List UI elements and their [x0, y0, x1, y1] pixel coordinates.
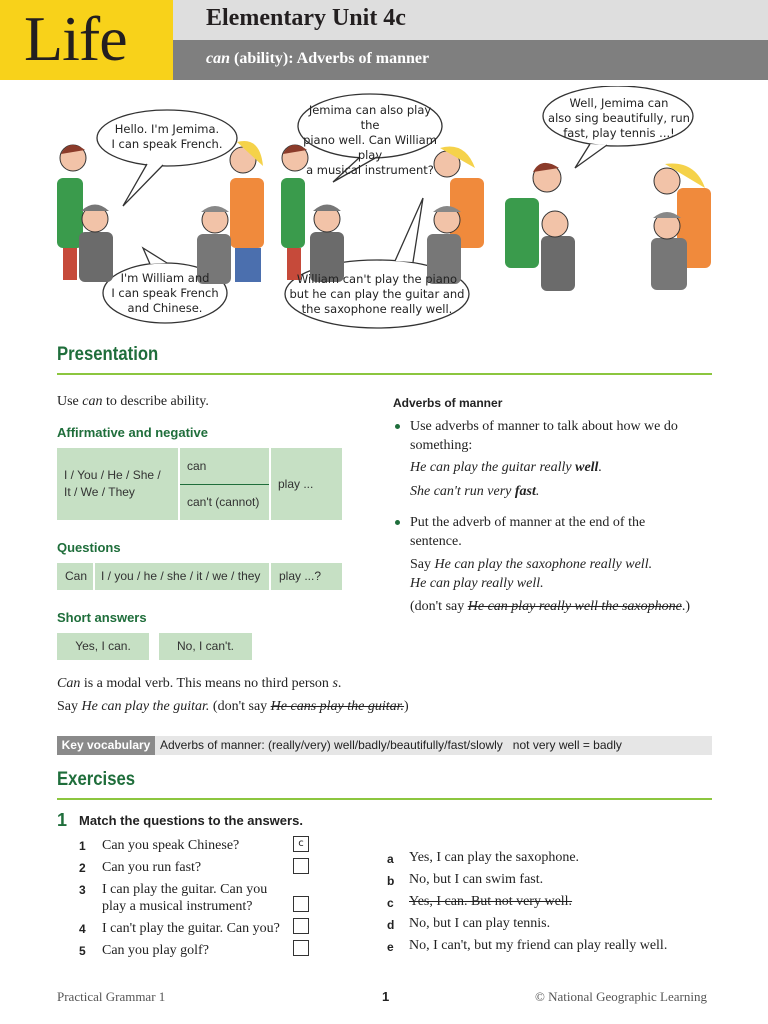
speech-bubble-answer: William can't play the piano but he can play the guitar and the saxophone really well. — [289, 272, 465, 316]
footer-book-title: Practical Grammar 1 — [57, 989, 166, 1004]
question-number: 2 — [79, 861, 86, 875]
answer-text: No, but I can play tennis. — [409, 916, 551, 931]
adverbs-heading: Adverbs of manner — [393, 396, 503, 410]
cartoon-illustration — [55, 86, 715, 336]
questions-cell-subjects: I / you / he / she / it / we / they — [95, 563, 269, 590]
table-cell-can: can — [180, 448, 269, 484]
question-number: 3 — [79, 883, 86, 897]
speech-bubble-william: I'm William and I can speak French and Chinese. — [111, 271, 219, 315]
table-cell-subjects: I / You / He / She / It / We / They — [57, 448, 178, 520]
speech-bubble-jemima-1: Hello. I'm Jemima. I can speak French. — [111, 122, 223, 151]
answer-text-example: Yes, I can. But not very well. — [409, 894, 573, 909]
key-vocabulary-label: Key vocabulary — [57, 736, 155, 755]
answer-letter: b — [387, 874, 395, 888]
exercises-heading: Exercises — [57, 769, 136, 790]
unit-title: Elementary Unit 4c — [206, 5, 406, 31]
answer-box[interactable]: c — [293, 836, 309, 852]
question-text: Can you run fast? — [102, 860, 202, 875]
say-note: Say He can play the guitar. (don't say He cans play the guitar.) — [57, 699, 409, 714]
adverbs-example-2: She can't run very fast. — [410, 484, 540, 499]
bullet-2 — [395, 520, 400, 525]
question-number: 5 — [79, 944, 86, 958]
footer-copyright: © National Geographic Learning — [535, 989, 707, 1004]
question-text: I can't play the guitar. Can you? — [102, 921, 280, 936]
speech-bubble-question: Jemima can also play the piano well. Can William play a musical instrument? — [303, 103, 437, 177]
logo-text: Life — [24, 3, 127, 74]
exercise-1-instruction: Match the questions to the answers. — [79, 813, 303, 828]
question-number: 1 — [79, 839, 86, 853]
answer-box[interactable] — [293, 940, 309, 956]
key-vocabulary-text: Adverbs of manner: (really/very) well/badly/beautifully/fast/slowly not very well = badly — [160, 738, 622, 752]
short-answers-heading: Short answers — [57, 610, 147, 625]
bullet-1 — [395, 424, 400, 429]
short-answer-yes: Yes, I can. — [57, 633, 149, 660]
adverbs-say-1: Say He can play the saxophone really well. — [410, 557, 653, 572]
unit-subtitle: can (ability): Adverbs of manner — [206, 50, 430, 67]
questions-heading: Questions — [57, 540, 121, 555]
modal-verb-note: Can is a modal verb. This means no third person s. — [57, 676, 342, 691]
short-answer-no: No, I can't. — [159, 633, 252, 660]
adverbs-example-1: He can play the guitar really well. — [410, 460, 602, 475]
affirmative-negative-heading: Affirmative and negative — [57, 425, 208, 440]
adverbs-dont-say: (don't say He can play really well the saxophone.) — [410, 599, 691, 614]
presentation-rule — [57, 373, 712, 375]
answer-box[interactable] — [293, 858, 309, 874]
intro-text: Use can to describe ability. — [57, 394, 209, 409]
exercises-rule — [57, 798, 712, 800]
presentation-heading: Presentation — [57, 344, 159, 365]
exercise-1-number: 1 — [57, 810, 68, 830]
answer-letter: c — [387, 896, 394, 910]
answer-letter: d — [387, 918, 395, 932]
question-text: I can play the guitar. Can you — [102, 882, 268, 897]
answer-box[interactable] — [293, 918, 309, 934]
adverbs-rule-2: Put the adverb of manner at the end of the sentence. — [410, 515, 646, 549]
adverbs-rule-1: Use adverbs of manner to talk about how we do something: — [410, 419, 678, 453]
answer-text: No, I can't, but my friend can play really well. — [409, 938, 668, 953]
question-text: Can you play golf? — [102, 943, 209, 958]
question-text-line-2: play a musical instrument? — [102, 899, 253, 914]
answer-text: Yes, I can play the saxophone. — [409, 850, 580, 865]
life-logo — [0, 0, 173, 80]
answer-letter: a — [387, 852, 394, 866]
question-text: Can you speak Chinese? — [102, 838, 240, 853]
questions-cell-can: Can — [57, 563, 93, 590]
questions-cell-play: play ...? — [271, 563, 342, 590]
adverbs-say-2: He can play really well. — [410, 576, 544, 591]
footer-page-number: 1 — [382, 989, 390, 1004]
table-cell-play: play ... — [271, 448, 342, 520]
table-cell-cant: can't (cannot) — [180, 485, 269, 520]
question-number: 4 — [79, 922, 86, 936]
answer-letter: e — [387, 940, 394, 954]
answer-box[interactable] — [293, 896, 309, 912]
answer-text: No, but I can swim fast. — [409, 872, 544, 887]
speech-bubble-jemima-2: Well, Jemima can also sing beautifully, run fast, play tennis ...! — [548, 96, 690, 140]
